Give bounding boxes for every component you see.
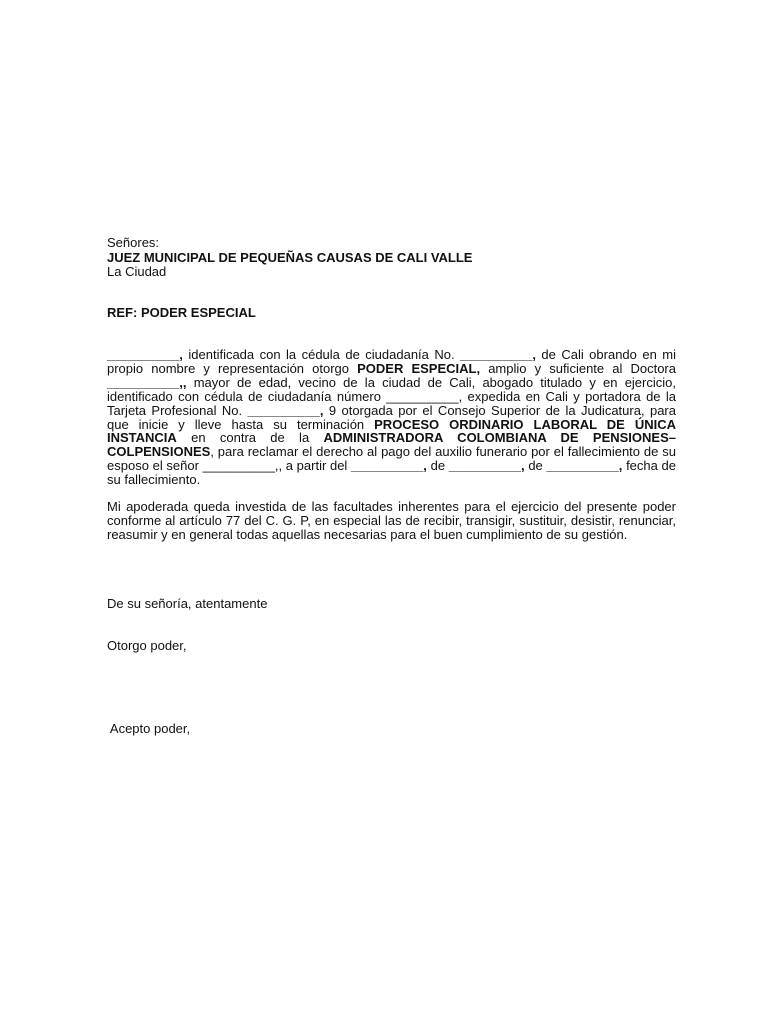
text-run: identificada con la cédula de ciudadanía No. xyxy=(182,347,461,362)
text-run: amplio y suficiente al Doctora xyxy=(480,360,676,376)
bold-text-run: __________, xyxy=(448,458,525,474)
bold-text-run: __________,, xyxy=(107,374,187,390)
grantor-signature-label: Otorgo poder, xyxy=(107,638,187,653)
text-run: 9 otorgada por el Consejo Superior de la Judicatura, para que inicie y lleve hasta su terminación xyxy=(107,402,676,432)
city: La Ciudad xyxy=(107,264,167,279)
bold-text-run: ADMINISTRADORA COLOMBIANA DE PENSIONES– COLPENSIONES xyxy=(107,430,676,460)
bold-text-run: PODER ESPECIAL, xyxy=(357,360,481,376)
text-run: mayor de edad, vecino de la ciudad de Cali, abogado titulado y en ejercicio, identificado con cédula de ciudadanía número __________, expedida en Cali y portadora de la Tarjeta Profesional No. xyxy=(107,374,676,418)
bold-text-run: __________, xyxy=(546,458,623,474)
reference-line: REF: PODER ESPECIAL xyxy=(107,305,256,320)
text-run: de xyxy=(426,458,449,474)
text-run: de xyxy=(524,458,547,474)
text-run: de Cali obrando en mi propio nombre y representación otorgo xyxy=(107,347,676,376)
closing: De su señoría, atentamente xyxy=(107,596,268,611)
acceptor-signature-label: Acepto poder, xyxy=(107,721,191,736)
body-paragraph-1 xyxy=(107,348,676,487)
bold-text-run: __________, xyxy=(351,458,427,474)
bold-text-run: __________, xyxy=(107,347,183,362)
addressee: JUEZ MUNICIPAL DE PEQUEÑAS CAUSAS DE CALI VALLE xyxy=(107,250,473,265)
text-run: fecha de su fallecimiento. xyxy=(107,458,676,488)
bold-text-run: __________, xyxy=(247,402,324,418)
body-paragraph-2: Mi apoderada queda investida de las facultades inherentes para el ejercicio del presente poder conforme al artículo 77 del C. G. P, en especial las de recibir, transigir, sustituir, desistir, renunciar, reasumir y en general todas aquellas necesarias para el buen cumplimiento de su gestión. xyxy=(107,499,676,542)
bold-text-run: PROCESO ORDINARIO LABORAL DE ÚNICA INSTANCIA xyxy=(107,416,676,446)
text-run: en contra de la xyxy=(176,430,324,446)
text-run: , para reclamar el derecho al pago del auxilio funerario por el fallecimiento de su esposo el señor __________,, a partir del xyxy=(107,444,676,474)
bold-text-run: __________, xyxy=(460,347,536,362)
greeting: Señores: xyxy=(107,235,160,250)
